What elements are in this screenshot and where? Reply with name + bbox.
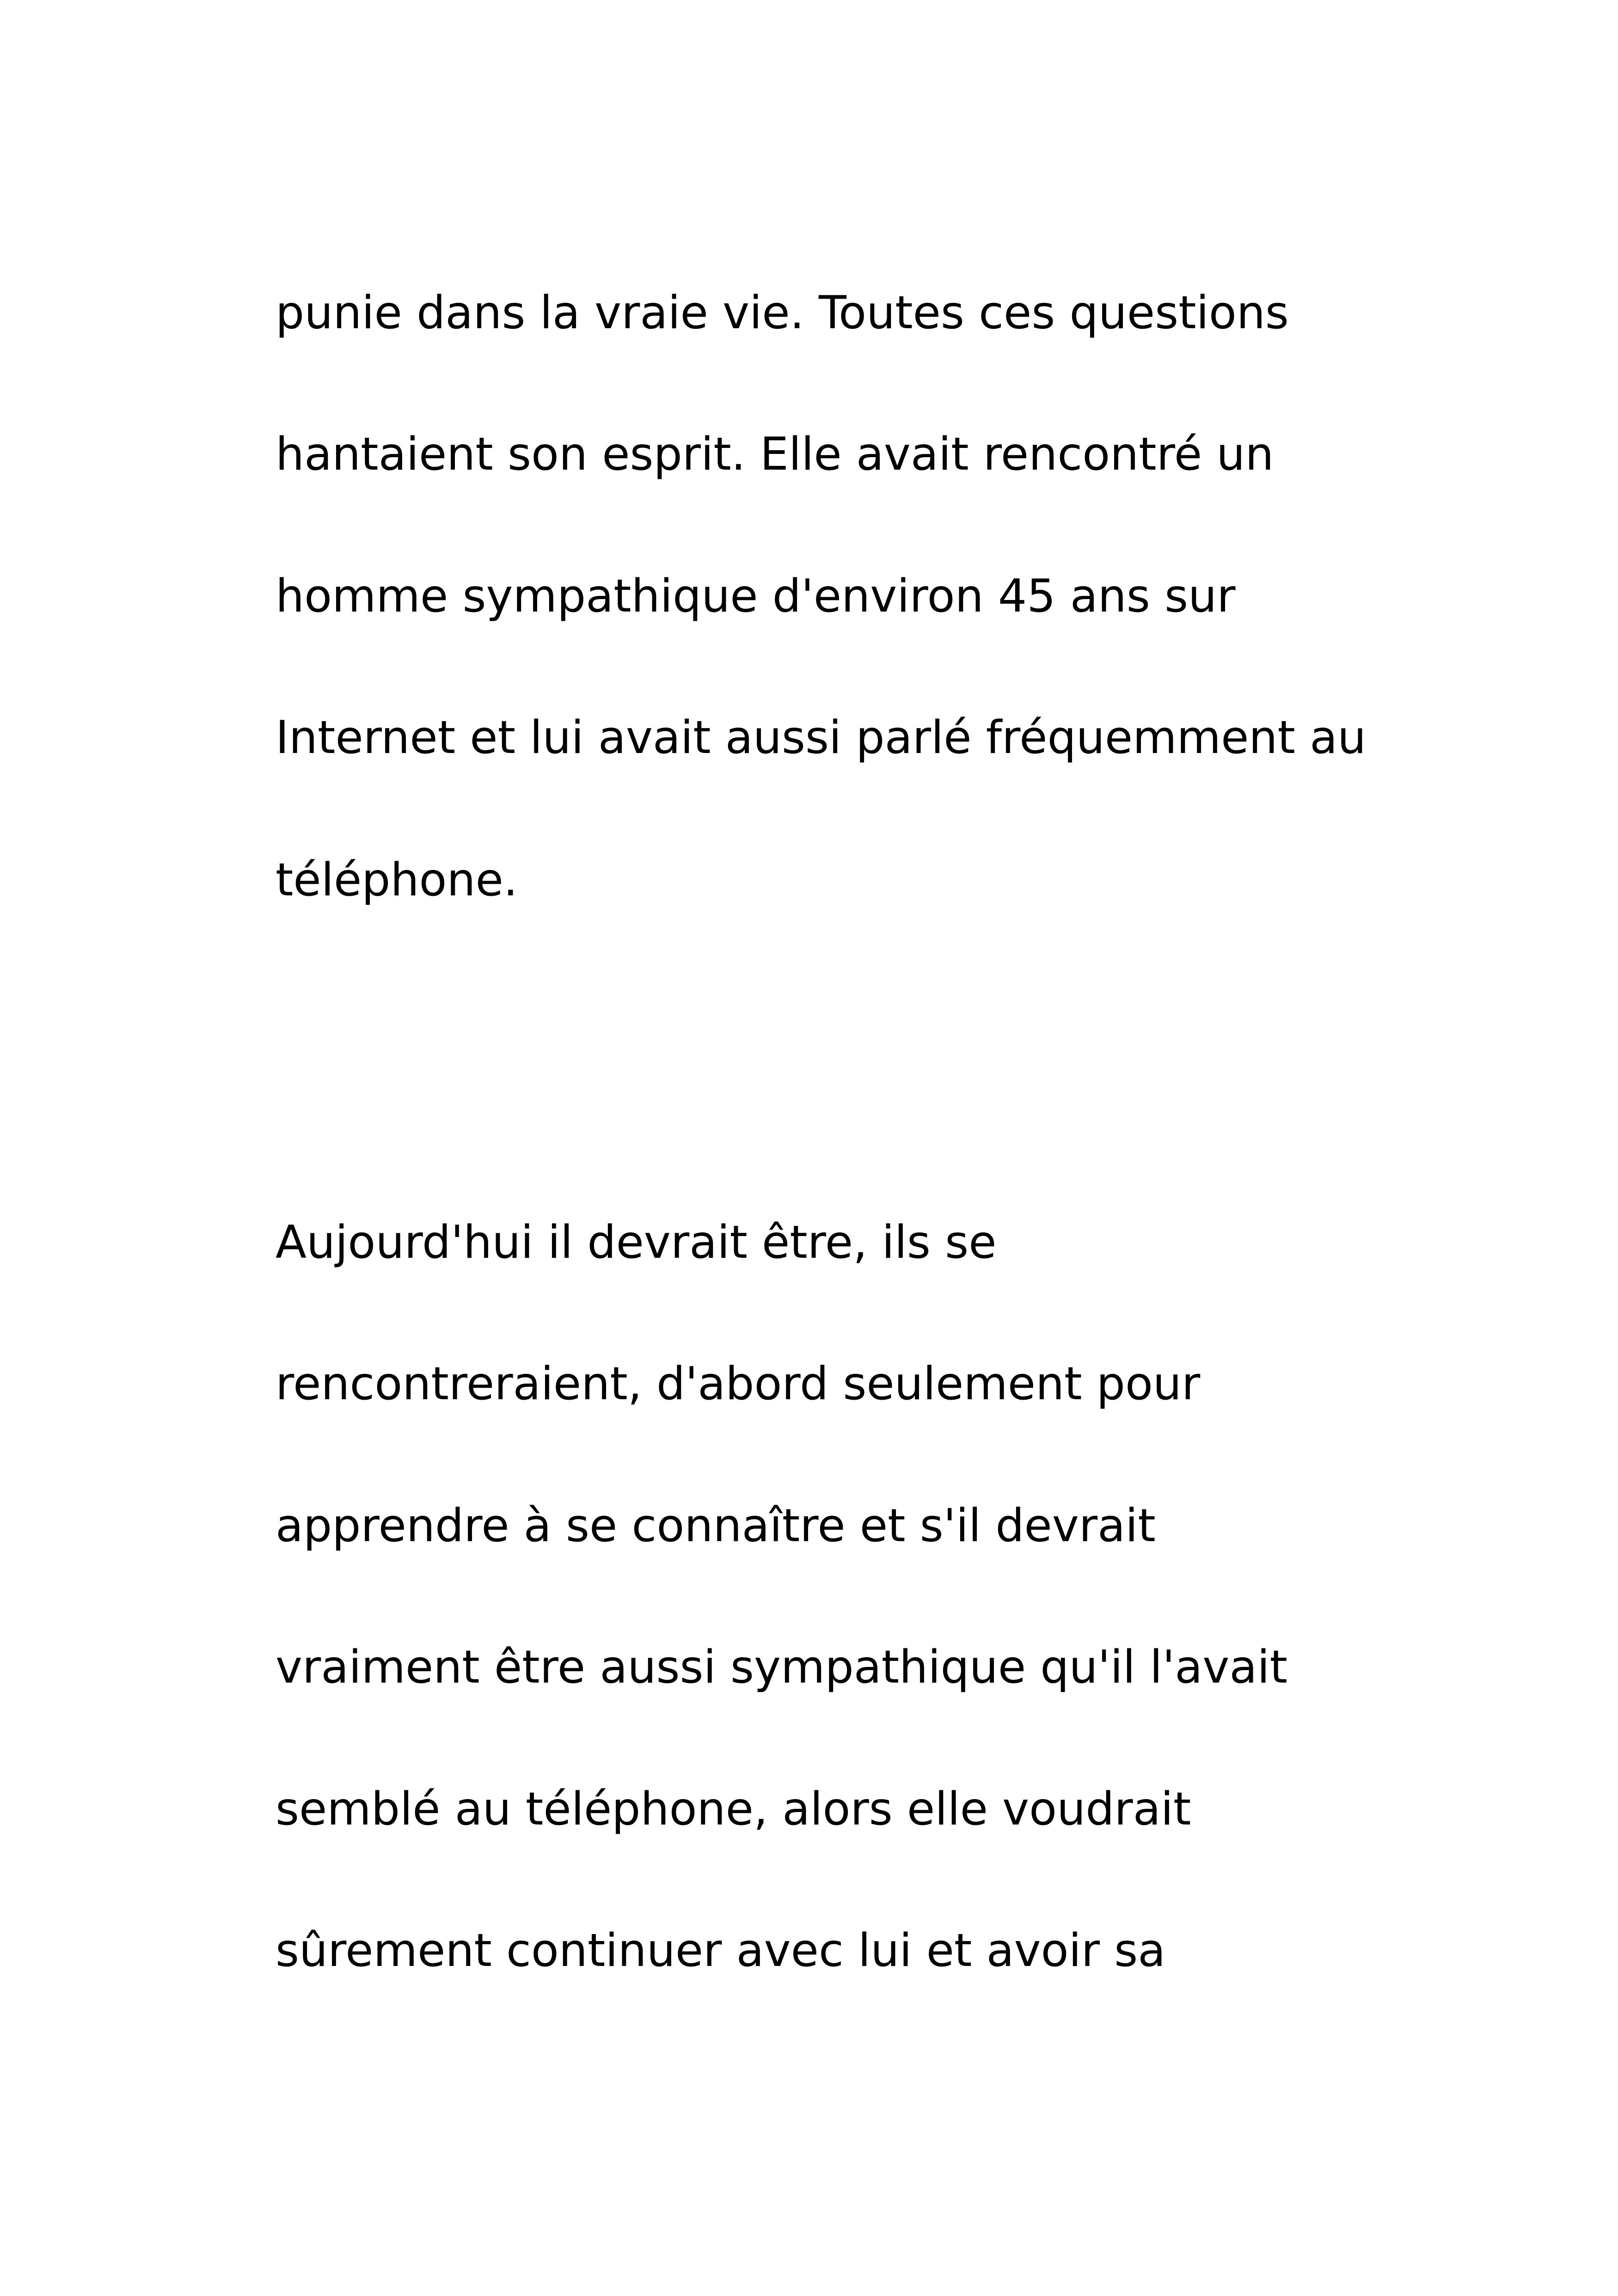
text-line: sûrement continuer avec lui et avoir sa — [276, 1924, 1166, 1977]
text-line: homme sympathique d'environ 45 ans sur — [276, 570, 1236, 623]
text-line: Aujourd'hui il devrait être, ils se — [276, 1216, 997, 1269]
text-line: punie dans la vraie vie. Toutes ces questions — [276, 287, 1289, 339]
text-line: téléphone. — [276, 854, 518, 906]
text-line: semblé au téléphone, alors elle voudrait — [276, 1783, 1191, 1836]
text-line: Internet et lui avait aussi parlé fréquemment au — [276, 711, 1367, 764]
text-line: vraiment être aussi sympathique qu'il l'avait — [276, 1641, 1288, 1694]
text-line: rencontreraient, d'abord seulement pour — [276, 1358, 1201, 1410]
text-line: hantaient son esprit. Elle avait rencontré un — [276, 428, 1274, 481]
text-line: apprendre à se connaître et s'il devrait — [276, 1500, 1156, 1552]
